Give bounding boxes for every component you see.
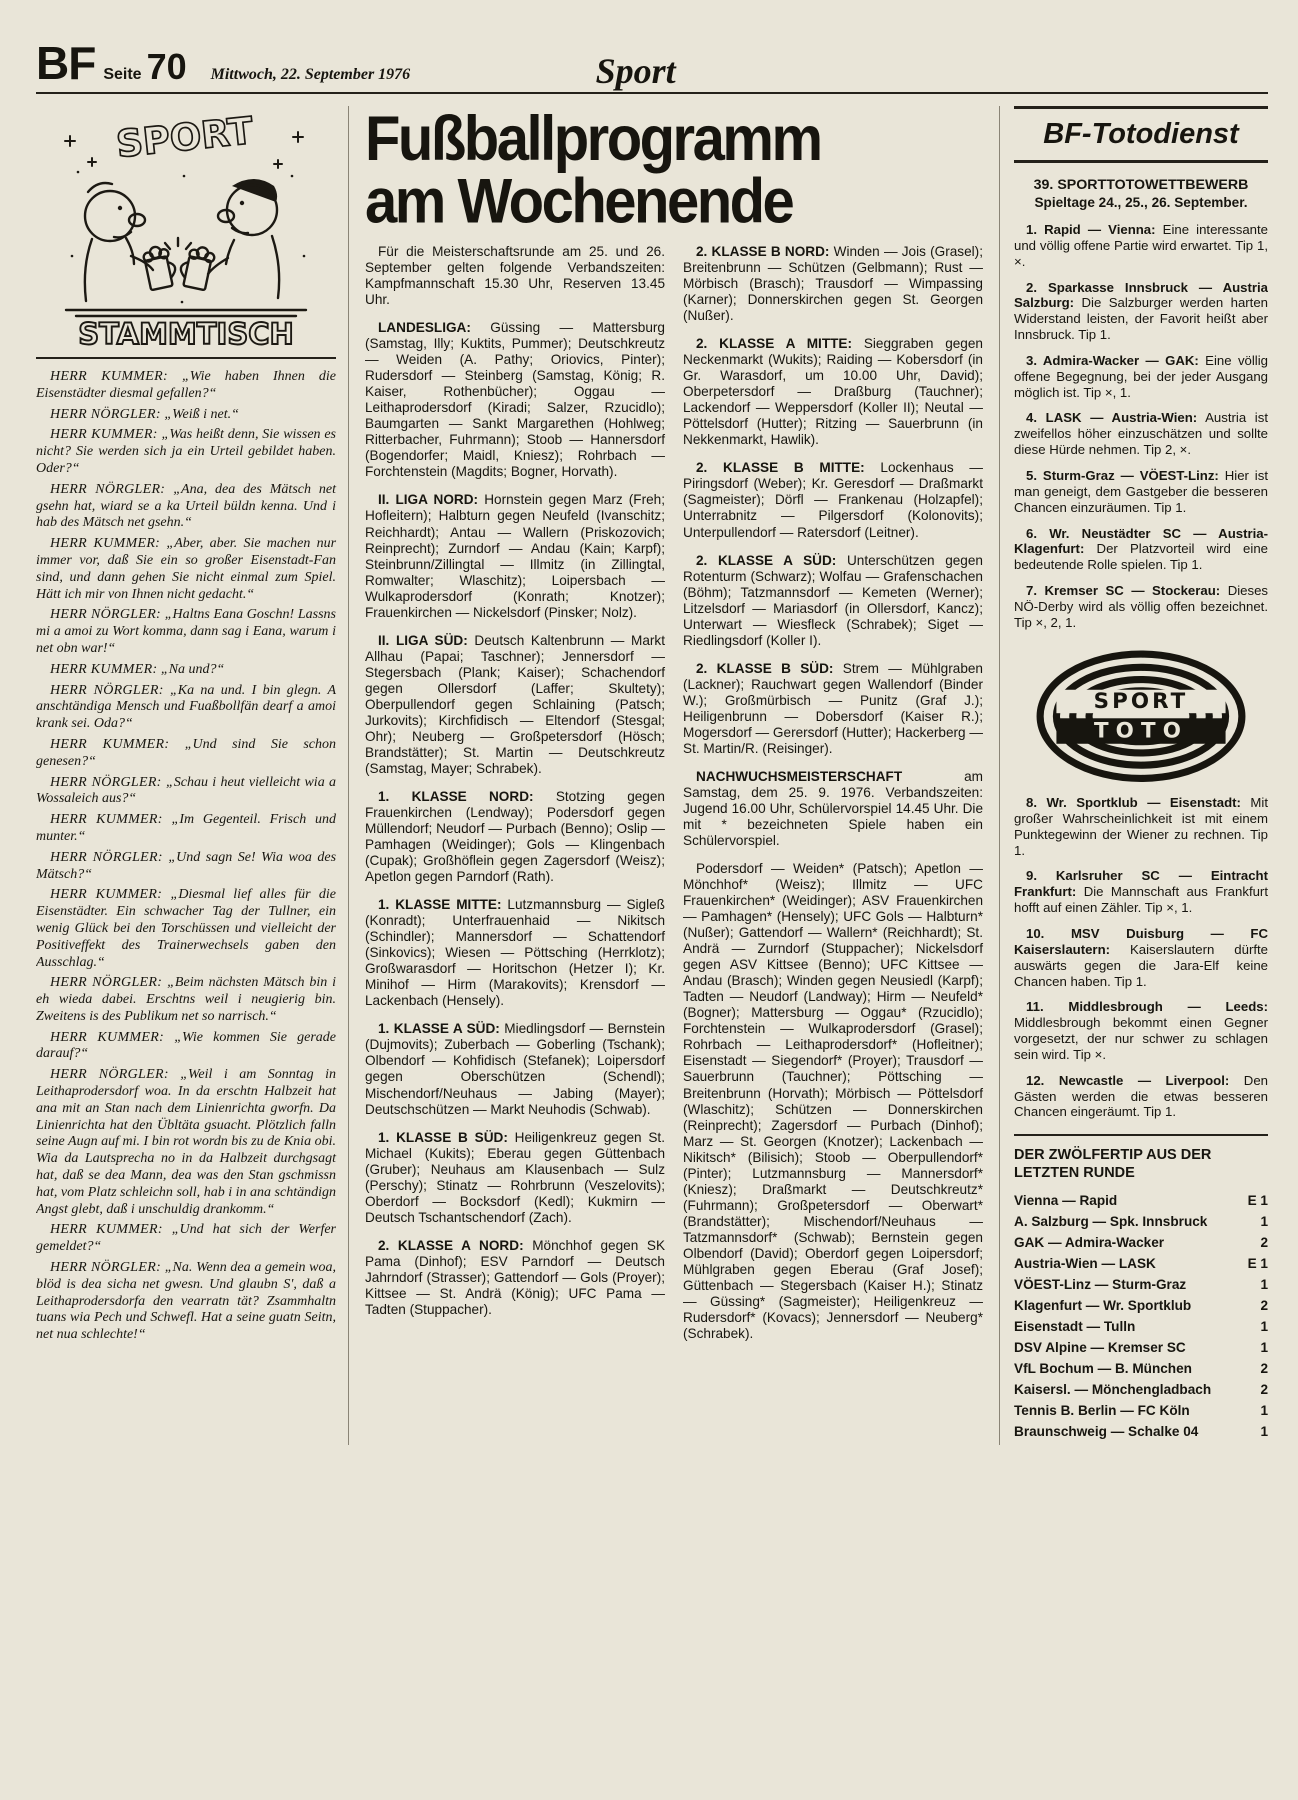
dialogue-text: „Wie kommen Sie gerade darauf?“ [36,1029,336,1062]
dialogue-text: „Was heißt denn, Sie wissen es nicht? Sie werden sich ja ein Urteil gebildet haben. Oder?“ [36,427,337,476]
toto-tip-match: 12. Newcastle — Liverpool: [1026,1072,1230,1088]
dialogue-speaker: HERR NÖRGLER: [50,1067,169,1083]
toto-tips-top [1014,222,1268,631]
program-section-title: II. LIGA SÜD: [378,632,468,648]
cartoon-figures [66,179,306,316]
program-section [365,244,665,308]
program-section-title: 2. KLASSE B SÜD: [696,660,834,676]
program-section-text: Lutzmannsburg — Sigleß (Konradt); Unterfrauenhaid — Nikitsch (Schindler); Mannersdorf — Schattendorf (Sinkovics); Wiesen — Pöttsching (Herrklotz); Großwarasdorf — Horitschon (Hetzer I); Kr. Minihof — Hirm (Marakovits); Krensdorf — Lackenbach (Hensely). [365,897,665,1009]
toto-tip [1014,222,1268,270]
toto-tip-text: Austria ist zweifellos höher einzuschätzen und sollte diese Hürde nehmen. Tip 2, ×. [1014,410,1268,458]
program-section [365,320,665,480]
toto-tip-match: 6. Wr. Neustädter SC — Austria-Klagenfurt: [1014,525,1268,557]
program-section [683,244,983,324]
dialogue-text: „Na und?“ [160,661,225,677]
toto-tip-text: Mit großer Wahrscheinlichkeit ist mit einem Punktegewinn der Wiener zu rechnen. Tip 1. [1014,795,1268,858]
toto-tip-text: Den Gästen werden die etwas besseren Chancen eingeräumt. Tip 1. [1014,1072,1268,1120]
dialogue-entry [36,369,336,403]
result-tip: 2 [1260,1381,1268,1397]
result-row [1014,1277,1268,1292]
dialogue-text: „Wie haben Ihnen die Eisenstädter diesmal gefallen?“ [36,369,337,401]
dialogue-entry [36,683,336,733]
toto-tip [1014,999,1268,1062]
program-section [365,897,665,1009]
toto-tips-bottom [1014,795,1268,1120]
results-title: DER ZWÖLFERTIP AUS DER LETZTEN RUNDE [1014,1147,1212,1182]
results-table [1014,1193,1268,1439]
program-section-title: LANDESLIGA: [378,320,471,336]
toto-logo-sport-text: SPORT [1093,688,1189,714]
dialogue-speaker: HERR KUMMER: [50,887,163,903]
program-section-title: 1. KLASSE B SÜD: [378,1129,508,1145]
dialogue-entry [36,407,336,424]
toto-tip [1014,583,1268,631]
program-section-text: Miedlingsdorf — Bernstein (Dujmovits); Zuberbach — Goberling (Tschank); Olbendorf — Kohfidisch (Stefanek); Loipersdorf gegen Oberschützen (Schendl); Mischendorf/Neuhaus — Jabing (Mayer); Deutschschützen — Markt Neuhodis (Schwab). [365,1021,666,1117]
result-row [1014,1424,1268,1439]
result-tip: 2 [1260,1360,1268,1376]
toto-tip-text: Die Mannschaft aus Frankfurt hofft auf einen Zähler. Tip ×, 1. [1014,884,1268,916]
dialogue-text: „Ka na und. I bin glegn. A anschtändiga Mensch und Fuaßbollfän dearf a amoi krank sei. Oda?“ [36,682,337,732]
dialogue-entry [36,427,336,477]
toto-tip [1014,795,1268,858]
dialogue-text: „Ana, dea des Mätsch net gsehn hat, wiard se a ka Urteil büldn kenna. Und i hab des Mätsch net gsehn.“ [36,481,337,531]
result-tip: 1 [1260,1423,1268,1439]
dialogue-text: „Aber, aber. Sie machen nur immer vor, daß Sie ein so großer Eisenstadt-Fan sind, und dann gehen Sie nicht einmal zum Spiel. Hätt ich mir von Ihnen nicht gedacht.“ [36,536,337,602]
dialogue-entry [36,887,336,971]
section-title: Sport [595,51,676,91]
result-match: Klagenfurt — Wr. Sportklub [1014,1297,1192,1313]
result-match: Kaisersl. — Mönchengladbach [1014,1381,1212,1397]
result-tip: 1 [1260,1213,1268,1229]
result-match: Vienna — Rapid [1014,1192,1118,1208]
dialogue-entry [36,1260,336,1344]
dialogue-entry [36,482,336,532]
last-round-results [1014,1134,1268,1438]
result-match: Austria-Wien — LASK [1014,1255,1156,1271]
dialogue-speaker: HERR NÖRGLER: [50,406,161,422]
result-row [1014,1340,1268,1355]
result-tip: 1 [1260,1318,1268,1334]
dialogue-speaker: HERR KUMMER: [50,536,161,552]
program-section [683,553,983,649]
toto-tip-match: 7. Kremser SC — Stockerau: [1026,583,1221,599]
toto-tip-match: 8. Wr. Sportklub — Eisenstadt: [1026,795,1241,811]
program-section [365,1238,665,1318]
result-row [1014,1298,1268,1313]
sport-toto-logo [1034,649,1248,784]
program-col-2 [683,244,983,1354]
dialogue-speaker: HERR KUMMER: [50,1029,165,1045]
issue-date: Mittwoch, 22. September 1976 [210,66,411,83]
toto-tip-match: 3. Admira-Wacker — GAK: [1026,352,1199,368]
dialogue-speaker: HERR NÖRGLER: [50,1260,162,1276]
toto-subheading: Spieltage 24., 25., 26. September. [1034,195,1248,210]
result-match: DSV Alpine — Kremser SC [1014,1339,1186,1355]
page-content [36,106,1268,1445]
result-row [1014,1256,1268,1271]
toto-tip-match: 9. Karlsruher SC — Eintracht Frankfurt: [1014,868,1268,900]
dialogue-speaker: HERR KUMMER: [50,812,163,828]
dialogue-text: „Weiß i net.“ [164,406,239,422]
headline-line-1: Fußballprogramm [365,106,821,174]
result-match: GAK — Admira-Wacker [1014,1234,1165,1250]
program-section-text: Güssing — Mattersburg (Samstag, Illy; Kuktits, Pummer); Deutschkreutz — Weiden (A. Pathy; Oriovics, Pinter); Rudersdorf — Steinberg (Samstag, König; R. Kaiser, Rothenbücher); Oggau — Leithaprodersdorf (Kiradi; Salzer, Rzucidlo); Baumgarten — Sankt Margarethen (Hohlweg; Ritterbacher, Fuhrmann); Stoob — Hannersdorf (Bogendorfer; Maidl, Kniesz); Rohrbach — Forchtenstein (Magdits; Bogner, Horvath). [365,320,665,480]
dialogue-entry [36,975,336,1025]
program-section-title: 1. KLASSE A SÜD: [378,1021,500,1037]
program-col-1 [365,244,665,1354]
program-section [365,1130,665,1226]
dialogue-entry [36,662,336,679]
dialogue-speaker: HERR KUMMER: [50,661,158,677]
dialogue-entry [36,737,336,771]
program-section-title: 2. KLASSE A MITTE: [696,336,853,352]
result-tip: E 1 [1247,1255,1268,1271]
toto-tip-text: Eine interessante und völlig offene Partie wird erwartet. Tip 1, ×. [1014,222,1268,269]
program-column [349,106,999,1445]
program-section-title: 2. KLASSE B NORD: [696,244,830,259]
toto-tip-match: 11. Middlesbrough — Leeds: [1026,999,1268,1015]
headline-line-2: am Wochenende [365,166,793,237]
stammtisch-title: STAMMTISCH [78,317,294,351]
toto-tip-text: Die Salzburger werden harten Widerstand leisten, der Favorit heißt aber Innsbruck. Tip 1. [1014,295,1268,343]
toto-tip [1014,280,1268,343]
toto-tip [1014,410,1268,458]
result-tip: 1 [1260,1276,1268,1292]
dialogue-text: „Schau i heut vielleicht wia a Wossaleich aus?“ [36,774,337,807]
result-row [1014,1235,1268,1250]
program-section [683,861,983,1342]
result-match: Braunschweig — Schalke 04 [1014,1423,1199,1439]
toto-tip [1014,868,1268,916]
program-section [365,1021,665,1117]
program-section-title: II. LIGA NORD: [378,492,479,508]
result-tip: 1 [1260,1402,1268,1418]
dialogue-entry [36,1222,336,1256]
dialogue-speaker: HERR KUMMER: [50,1222,163,1238]
dialogue-speaker: HERR KUMMER: [50,736,170,752]
dialogue-speaker: HERR NÖRGLER: [50,607,162,623]
result-tip: E 1 [1247,1192,1268,1208]
dialogue-entry [36,850,336,884]
program-section-text: Podersdorf — Weiden* (Patsch); Apetlon — Mönchhof* (Weisz); Illmitz — UFC Frauenkirchen* (Weidinger); ASV Frauenkirchen — Pamhagen* (Hensely); UFC Gols — Halbturn* (Nußer); Gattendorf — Wallern* (Reichhardt); St. Andrä — Zurndorf (Stuppacher); Nickelsdorf gegen ASV Kittsee (Benno); UFC Kittsee — Andau (Brasch); Winden gegen Neusiedl (Karpf); Tadten — Neudorf (Landway); Hirm — Neufeld* (Bogner); Mattersburg — Oggau* (Rzucidlo); Forchtenstein — Wulkaprodersdorf (Grasel); Rohrbach — Leithaprodersdorf* (Hofleitner); Eisenstadt — Siegendorf* (Proyer); Trausdorf — Sauerbrunn (Tauchner); Pöttsching — Breitenbrunn (Horvath); Mörbisch — Pöttelsdorf (Wlaschitz); Schützen — Donnerskirchen (Reinprecht); Zagersdorf — Purbach (Dinhof); Marz — St. Georgen (Knotzer); Lackenbach — Nikitsch* (Bilisich); Stoob — Oberpullendorf* (Pinter); Lutzmannsburg — Mannersdorf* (Kniesz); Draßmarkt — Deutschkreutz* (Fuhrmann); Großpetersdorf — Oberwart* (Brandstätter); Mischendorf/Neuhaus — Tatzmannsdorf* (Schwab); Bernstein gegen Olbendorf (David); Oberdorf gegen Loipersdorf; Mühlgraben gegen Eberau (Graf Josef); Güttenbach — Stegersbach (Kaiser H.); Stinatz — Güssing* (Sagmeister); Heiligenkreuz — Rudersdorf* (Kovacs); Jennersdorf — Neuberg* (Schrabek). [683,861,983,1341]
program-section [683,336,983,448]
toto-tip-match: 5. Sturm-Graz — VÖEST-Linz: [1026,467,1219,483]
program-section-text: am Samstag, dem 25. 9. 1976. Verbandszeiten: Jugend 16.00 Uhr, Schülervorspiel 14.45 Uhr. Die mit * bezeichneten Spiele haben ein Schülervorspiel. [683,768,983,849]
program-section [365,492,665,620]
toto-title: BF-Totodienst [1014,106,1268,163]
program-section-text: Winden — Jois (Grasel); Breitenbrunn — Schützen (Gelbmann); Rust — Mörbisch (Brasch); Trausdorf — Wimpassing (Karner); Donnerskirchen gegen St. Georgen (Nußer). [683,244,983,324]
toto-tip-text: Der Platzvorteil wird eine bedeutende Rolle spielen. Tip 1. [1014,541,1268,573]
program-section-text: Sieggraben gegen Neckenmarkt (Wukits); Raiding — Kobersdorf (in Gr. Warasdorf, um 10.00 Uhr, David); Oberpetersdorf — Draßburg (Tauchner); Lackendorf — Weppersdorf (Koller II); Neutal — Pöttelsdorf (Hutter); Ritzing — Sauerbrunn (in Nekkenmarkt, Hawlik). [683,336,983,448]
program-section-text: Stotzing gegen Frauenkirchen (Lendway); Podersdorf gegen Müllendorf; Neudorf — Purbach (Benno); Oslip — Pamhagen (Weidinger); Gols — Klingenbach (Cupak); Großhöflein gegen Zagersdorf (Weisz); Apetlon gegen Parndorf (Rath). [365,788,665,885]
dialogue-speaker: HERR NÖRGLER: [50,975,163,991]
dialogue-text: „Na. Wenn dea a gemein woa, blöd is dea sicha net gwesn. Und glaubn S', daß a Leithaprodersdorfa den vearratn tät? Zsammhaltn tuans wia Pech und Schwefl. Hat a seine guatn Seitn, net nua schlechte!“ [36,1260,337,1343]
program-section-text: Deutsch Kaltenbrunn — Markt Allhau (Papai; Taschner); Jennersdorf — Stegersbach (Plank; Kaiser); Schachendorf gegen Ollersdorf (Laffer; Skultety); Oberpullendorf gegen Schlaining (Patsch; Jurkovits); Kirchfidisch — Eltendorf (Stesgal; Ohr); Neuberg — Großpetersdorf (Hösch; Brandstätter); St. Martin — Deutschkreutz (Samstag, Mayer; Schrabek). [365,632,666,776]
toto-heading: 39. SPORTTOTOWETTBEWERB [1033,177,1249,193]
result-row [1014,1382,1268,1397]
toto-column [999,106,1268,1445]
program-section [683,460,983,540]
dialogue-speaker: HERR KUMMER: [50,369,168,384]
result-row [1014,1214,1268,1229]
dialogue-text: „Und hat sich der Werfer gemeldet?“ [36,1222,337,1255]
program-section-title: NACHWUCHSMEISTERSCHAFT [696,768,903,784]
result-row [1014,1193,1268,1208]
dialogue-text: „Diesmal lief alles für die Eisenstädter. Ein schwacher Tag der Tullner, ein wenig Glück bei den Torschüssen und vielleicht der Positiveffekt des Trainerwechsels gaben den Ausschlag.“ [36,887,336,970]
toto-tip [1014,926,1268,989]
dialogue-speaker: HERR NÖRGLER: [50,682,164,698]
program-section-text: Mönchhof gegen SK Pama (Dinhof); ESV Parndorf — Deutsch Jahrndorf (Strasser); Gattendorf — Gols (Proyer); Kittsee — St. Andrä (König); UFC Pama — Tadten (Stuppacher). [365,1237,666,1317]
stammtisch-column [36,106,349,1445]
page-number: 70 [146,46,187,87]
result-match: VÖEST-Linz — Sturm-Graz [1014,1276,1187,1292]
dialogue-entry [36,607,336,657]
toto-tip-text: Hier ist man geneigt, dem Gastgeber die besseren Chancen einzuräumen. Tip 1. [1014,467,1268,515]
result-match: VfL Bochum — B. München [1014,1360,1192,1376]
brand-logo: BF [36,37,96,89]
toto-logo-toto-text: TOTO [1093,718,1189,744]
program-section [683,769,983,849]
result-row [1014,1403,1268,1418]
dialogue-speaker: HERR KUMMER: [50,427,158,443]
toto-tip-match: 1. Rapid — Vienna: [1026,222,1156,237]
program-section-text: Unterschützen gegen Rotenturm (Schwarz); Wolfau — Grafenschachen (Böhm); Tatzmannsdorf — Kemeten (Werner); Litzelsdorf — Mariasdorf (in Ollersdorf, Kancz); Unterwart — Wiesfleck (Schrabek); Siget — Riedlingsdorf (Koller I). [683,552,983,648]
program-columns [365,244,983,1354]
dialogue-text: „Und sagn Se! Wia woa des Mätsch?“ [36,849,337,882]
program-section-text: Strem — Mühlgraben (Lackner); Rauchwart gegen Wallendorf (Binder W.); Großmürbisch — Punitz (Graf J.); Heiligenbrunn — Dobersdorf (Kaiser R.); Mogersdorf — Gerersdorf (Hutter); Hackerberg — St. Martin/R. (Reisinger). [683,660,983,756]
program-section-text: Hornstein gegen Marz (Freh; Hofleitern); Halbturn gegen Neufeld (Ivanschitz; Reichhardt); Antau — Wallern (Priskozovich; Reinprecht); Zurndorf — Andau (Kain; Karpf); Steinbrunn/Zillingtal — Illmitz (in Zillingtal, Romwalter; Wlaschitz); Loipersbach — Wulkaprodersdorf (Konrath; Knotzer); Frauenkirchen — Nickelsdorf (Pinsker; Nolz). [365,492,666,620]
program-section-text: Lockenhaus — Piringsdorf (Weber); Kr. Geresdorf — Draßmarkt (Sagmeister); Dörfl — Frankenau (Holzapfel); Unterrabnitz — Pilgersdorf (Kolonovits); Unterpullendorf — Ratersdorf (Leitner). [683,460,983,540]
program-section [365,633,665,777]
dialogue-speaker: HERR NÖRGLER: [50,849,163,865]
program-headline [365,106,983,237]
dialogue-entry [36,536,336,603]
toto-tip-match: 4. LASK — Austria-Wien: [1026,410,1198,426]
program-section [365,789,665,885]
toto-tip-text: Dieses NÖ-Derby wird als völlig offen bezeichnet. Tip ×, 2, 1. [1014,583,1268,630]
toto-tip-text: Kaiserslautern dürfte auswärts gegen die Jara-Elf keine Chancen haben. Tip 1. [1014,941,1268,989]
dialogue-text: „Haltns Eana Goschn! Lassns mi a amoi zu Wort komma, dann sag i Eana, warum i net obn war!“ [36,607,336,656]
program-section-title: 1. KLASSE MITTE: [378,897,502,913]
sport-toto-logo-wrap [1014,641,1268,796]
result-match: Tennis B. Berlin — FC Köln [1014,1402,1190,1418]
page-label: Seite [103,66,142,83]
result-row [1014,1319,1268,1334]
result-match: Eisenstadt — Tulln [1014,1318,1136,1334]
program-section-title: 2. KLASSE A NORD: [378,1237,524,1253]
cartoon-sport-word: SPORT [114,109,256,167]
toto-tip [1014,353,1268,401]
program-section-title: 1. KLASSE NORD: [378,788,534,804]
dialogue-entry [36,812,336,846]
dialogue-text: „Weil i am Sonntag in Leithaprodersdorf woa. In da erschtn Halbzeit hat ana mit an Stan nach dem Linienrichta gworfn. Da Linienrichta hat den Übltäta gsuacht. Plötzlich falln seine Augn auf mi. I bin rot wordn bis zu de Knia obi. Wia da Lautsprecha no in da Halbzeit durchgsagt hat, daß se dea Mann, dea was den Stan gschmissn hat, vom Platz schleichn soll, hab i in ana schtändign Angst glebt, daß i unschuldig drankomm.“ [36,1067,337,1217]
program-section-title: 2. KLASSE A SÜD: [696,552,837,568]
result-tip: 2 [1260,1297,1268,1313]
stammtisch-cartoon [36,106,336,351]
stammtisch-dialogue [36,357,336,1344]
program-section-text: Heiligenkreuz gegen St. Michael (Kukits); Eberau gegen Güttenbach (Gruber); Neuhaus am Klausenbach — Sulz (Perschy); Stinatz — Rohrbrunn (Veszelovits); Oberdorf — Bocksdorf (Kedl); Kukmirn — Deutsch Tschantschendorf (Zach). [365,1129,665,1225]
dialogue-speaker: HERR NÖRGLER: [50,481,166,497]
program-section-text: Für die Meisterschaftsrunde am 25. und 26. September gelten folgende Verbandszeiten: Kampfmannschaft 15.30 Uhr, Reserven 13.45 Uhr. [365,244,665,308]
dialogue-entry [36,1030,336,1064]
dialogue-entry [36,1067,336,1218]
toto-tip-text: Eine völlig offene Begegnung, bei der jeder Ausgang möglich ist. Tip ×, 1. [1014,352,1268,400]
toto-tip-text: Middlesbrough bekommt einen Gegner vorgesetzt, der nur schwer zu schlagen sein wird. Tip ×. [1014,1015,1268,1062]
result-row [1014,1361,1268,1376]
program-section [683,661,983,757]
toto-tip-match: 2. Sparkasse Innsbruck — Austria Salzburg: [1014,279,1268,311]
dialogue-text: „Und sind Sie schon genesen?“ [36,736,337,769]
masthead [36,37,1268,94]
dialogue-text: „Im Gegenteil. Frisch und munter.“ [36,812,336,844]
dialogue-entry [36,775,336,809]
dialogue-text: „Beim nächsten Mätsch bin i eh wieda dabei. Erschtns weil i neugierig bin. Zweitens is des Publikum net so narrisch.“ [36,975,337,1024]
result-match: A. Salzburg — Spk. Innsbruck [1014,1213,1208,1229]
program-section-title: 2. KLASSE B MITTE: [696,460,865,476]
toto-tip [1014,526,1268,574]
result-tip: 2 [1260,1234,1268,1250]
toto-tip-match: 10. MSV Duisburg — FC Kaiserslautern: [1014,925,1268,957]
toto-tip [1014,1073,1268,1121]
toto-tip [1014,468,1268,516]
result-tip: 1 [1260,1339,1268,1355]
dialogue-speaker: HERR NÖRGLER: [50,774,162,790]
